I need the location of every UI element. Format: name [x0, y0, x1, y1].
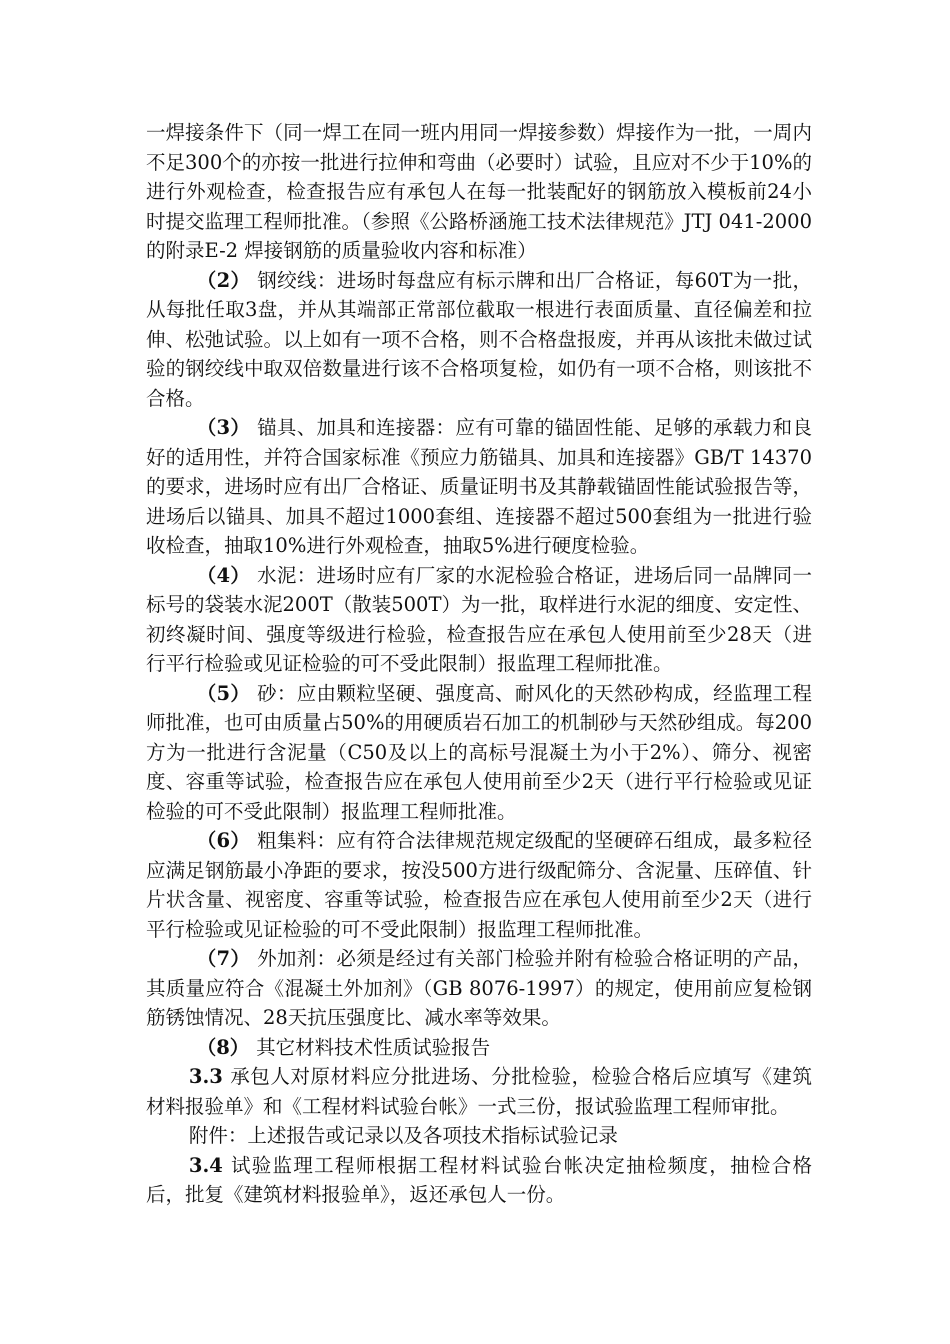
paragraph-text: 试验监理工程师根据工程材料试验台帐决定抽检频度，抽检合格后，批复《建筑材料报验单》，返还承包人一份。 — [146, 1153, 812, 1206]
paragraph-text: 砂：应由颗粒坚硬、强度高、耐风化的天然砂构成，经监理工程师批准，也可由质量占50%的用硬质岩石加工的机制砂与天然砂组成。每200方为一批进行含泥量（C50及以上的高标号混凝土为小于2%）、筛分、视密度、容重等试验，检查报告应在承包人使用前至少2天（进行平行检验或见证检验的可不受此限制）报监理工程师批准。 — [146, 681, 812, 823]
item-number: （6） — [196, 829, 251, 852]
paragraph-text: 附件：上述报告或记录以及各项技术指标试验记录 — [188, 1124, 618, 1147]
item-number: （8） — [196, 1035, 250, 1059]
section-number: 3.4 — [188, 1153, 223, 1177]
item-number: （4） — [196, 563, 251, 587]
paragraph-anchorage — [146, 413, 812, 561]
document-body — [146, 118, 812, 1210]
paragraph-text: 承包人对原材料应分批进场、分批检验，检验合格后应填写《建筑材料报验单》和《工程材料试验台帐》一式三份，报试验监理工程师审批。 — [146, 1065, 812, 1118]
paragraph-text: 锚具、加具和连接器：应有可靠的锚固性能、足够的承载力和良好的适用性，并符合国家标准《预应力筋锚具、加具和连接器》GB/T 14370的要求，进场时应有出厂合格证、质量证明书及其静载锚固性能试验报告等，进场后以锚具、加具不超过1000套组、连接器不超过500套组为一批进行验收检查，抽取10%进行外观检查，抽取5%进行硬度检验。 — [146, 416, 812, 557]
section-number: 3.3 — [188, 1065, 223, 1088]
paragraph-text: 钢绞线：进场时每盘应有标示牌和出厂合格证，每60T为一批，从每批任取3盘，并从其端部正常部位截取一根进行表面质量、直径偏差和拉伸、松弛试验。以上如有一项不合格，则不合格盘报废，并再从该批未做过试验的钢绞线中取双倍数量进行该不合格项复检，如仍有一项不合格，则该批不合格。 — [146, 268, 812, 410]
paragraph-welding-continuation — [146, 118, 812, 266]
paragraph-section-3-3 — [146, 1062, 812, 1121]
paragraph-text: 其它材料技术性质试验报告 — [256, 1035, 491, 1059]
paragraph-text: 粗集料：应有符合法律规范规定级配的坚硬碎石组成，最多粒径应满足钢筋最小净距的要求，按没500方进行级配筛分、含泥量、压碎值、针片状含量、视密度、容重等试验，检查报告应在承包人使用前至少2天（进行平行检验或见证检验的可不受此限制）报监理工程师批准。 — [146, 829, 812, 941]
paragraph-sand — [146, 679, 812, 827]
paragraph-cement — [146, 561, 812, 679]
item-number: （5） — [196, 681, 251, 705]
paragraph-section-3-4 — [146, 1151, 812, 1210]
paragraph-text: 一焊接条件下（同一焊工在同一班内用同一焊接参数）焊接作为一批，一周内不足300个的亦按一批进行拉伸和弯曲（必要时）试验，且应对不少于10%的进行外观检查，检查报告应有承包人在每一批装配好的钢筋放入模板前24小时提交监理工程师批准。（参照《公路桥涵施工技术法律规范》JTJ 041-2000的附录E-2 焊接钢筋的质量验收内容和标准） — [146, 121, 812, 262]
paragraph-text: 水泥：进场时应有厂家的水泥检验合格证，进场后同一品牌同一标号的袋装水泥200T（散装500T）为一批，取样进行水泥的细度、安定性、初终凝时间、强度等级进行检验，检查报告应在承包人使用前至少28天（进行平行检验或见证检验的可不受此限制）报监理工程师批准。 — [146, 563, 812, 675]
paragraph-text: 外加剂：必须是经过有关部门检验并附有检验合格证明的产品，其质量应符合《混凝土外加剂》（GB 8076-1997）的规定，使用前应复检钢筋锈蚀情况、28天抗压强度比、减水率等效果。 — [146, 947, 812, 1029]
paragraph-steel-strand — [146, 266, 812, 414]
paragraph-admixture — [146, 944, 812, 1033]
paragraph-attachment — [146, 1121, 812, 1151]
item-number: （2） — [196, 268, 251, 292]
item-number: （7） — [196, 947, 251, 970]
paragraph-coarse-aggregate — [146, 826, 812, 944]
item-number: （3） — [196, 416, 251, 439]
paragraph-other-materials — [146, 1033, 812, 1063]
